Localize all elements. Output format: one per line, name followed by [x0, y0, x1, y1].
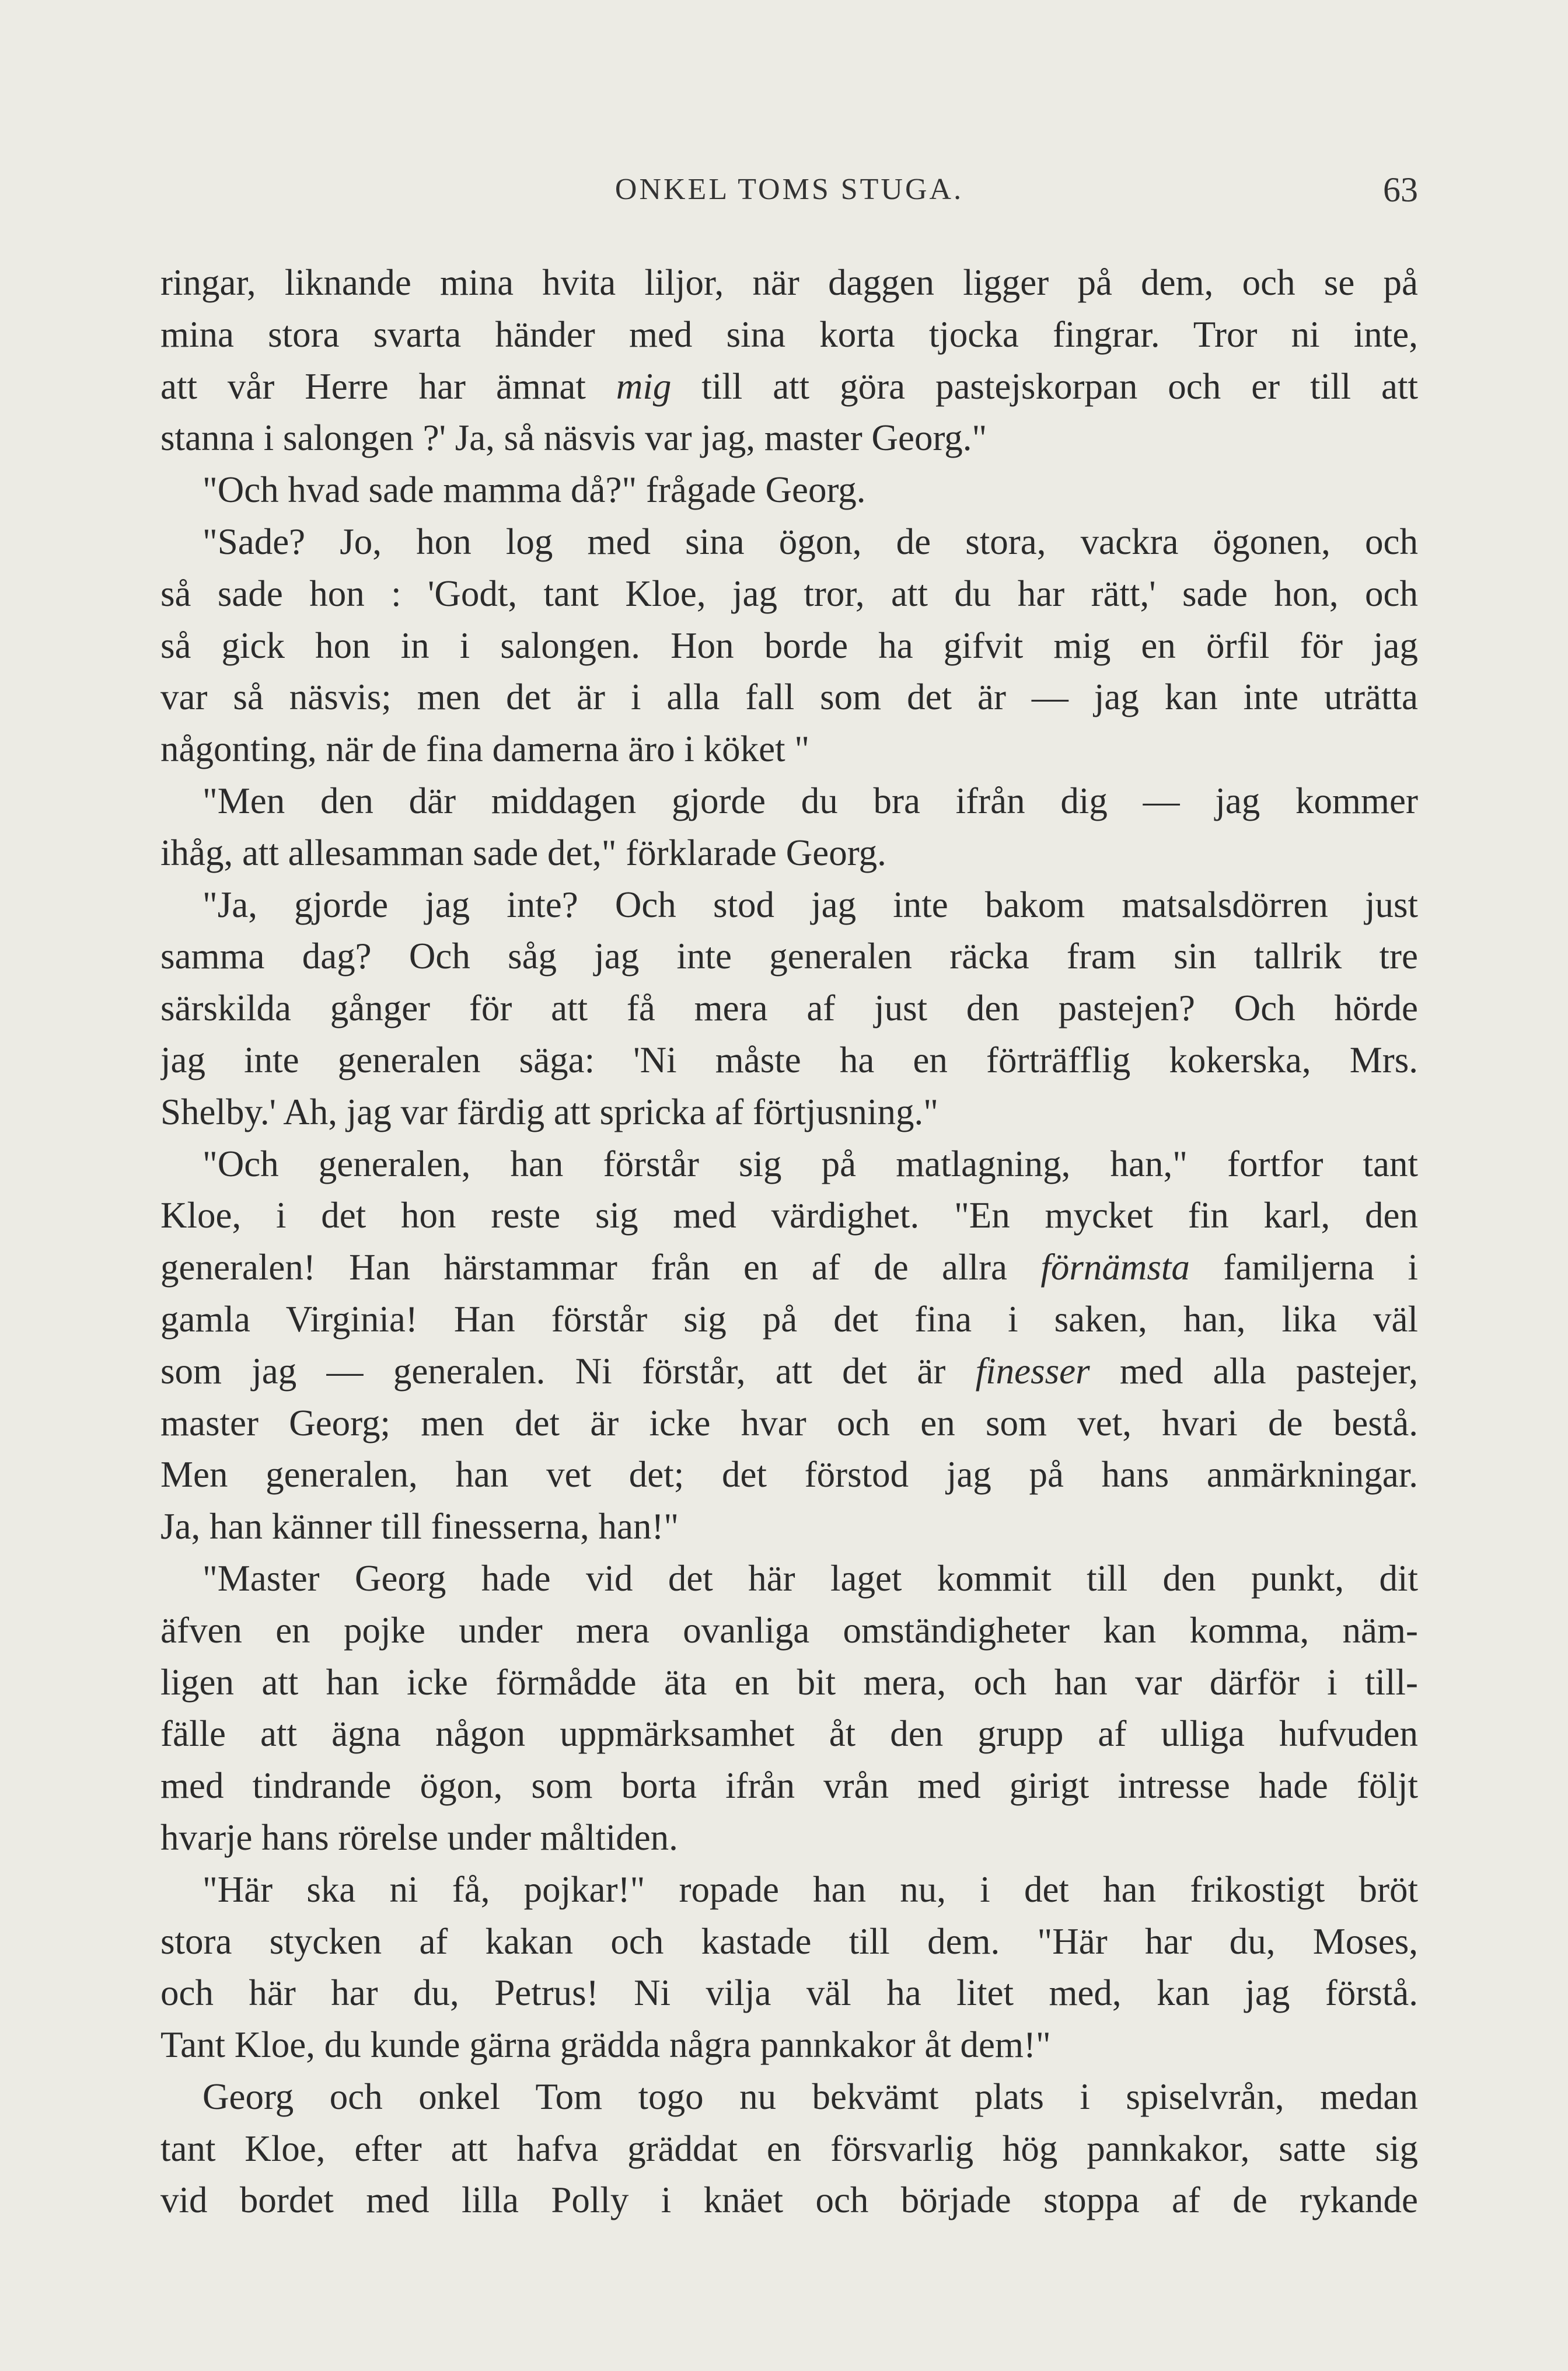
text-line	[160, 1242, 1418, 1293]
text-line	[160, 464, 1418, 516]
text-span: någonting, när de fina damerna äro i köket "	[160, 728, 810, 770]
text-span: var så näsvis; men det är i alla fall som det är — jag kan inte uträtta	[160, 677, 1418, 718]
text-span: generalen! Han härstammar från en af de allra	[160, 1247, 1041, 1288]
text-line	[160, 775, 1418, 827]
text-span: Tant Kloe, du kunde gärna grädda några pannkakor åt dem!"	[160, 2024, 1051, 2066]
text-span: "Och hvad sade mamma då?" frågade Georg.	[202, 469, 866, 511]
text-line	[160, 1034, 1418, 1086]
text-line	[160, 257, 1418, 309]
text-line	[160, 309, 1418, 361]
text-span: ringar, liknande mina hvita liljor, när daggen ligger på dem, och se på	[160, 262, 1418, 303]
text-line	[160, 1605, 1418, 1657]
text-span: särskilda gånger för att få mera af just den pastejen? Och hörde	[160, 988, 1418, 1029]
text-span: ihåg, att allesamman sade det," förklarade Georg.	[160, 832, 886, 873]
text-line	[160, 879, 1418, 931]
text-line	[160, 1760, 1418, 1812]
text-line	[160, 412, 1418, 464]
text-line	[160, 2174, 1418, 2226]
text-span: Ja, han känner till finesserna, han!"	[160, 1506, 679, 1547]
text-line	[160, 671, 1418, 723]
text-line	[160, 1812, 1418, 1864]
text-span: äfven en pojke under mera ovanliga omständigheter kan komma, näm-	[160, 1609, 1418, 1651]
text-span: "Men den där middagen gjorde du bra ifrån dig — jag kommer	[202, 780, 1418, 821]
text-span: Men generalen, han vet det; det förstod jag på hans anmärkningar.	[160, 1454, 1418, 1495]
text-line	[160, 1501, 1418, 1553]
text-line	[160, 1553, 1418, 1605]
text-span: ligen att han icke förmådde äta en bit mera, och han var därför i till-	[160, 1661, 1418, 1703]
text-line	[160, 361, 1418, 413]
text-span: samma dag? Och såg jag inte generalen räcka fram sin tallrik tre	[160, 936, 1418, 977]
text-span: "Master Georg hade vid det här laget kommit till den punkt, dit	[202, 1557, 1418, 1599]
text-line	[160, 1345, 1418, 1397]
text-line	[160, 1086, 1418, 1138]
text-line	[160, 2071, 1418, 2123]
page-number: 63	[1383, 170, 1418, 209]
text-line	[160, 1657, 1418, 1708]
text-line	[160, 2019, 1418, 2071]
text-line	[160, 1293, 1418, 1345]
italic-text: finesser	[975, 1350, 1090, 1392]
text-span: jag inte generalen säga: 'Ni måste ha en förträfflig kokerska, Mrs.	[160, 1039, 1418, 1080]
text-line	[160, 516, 1418, 568]
body-text	[160, 257, 1418, 2226]
text-line	[160, 620, 1418, 672]
text-line	[160, 1190, 1418, 1242]
text-line	[160, 1708, 1418, 1760]
text-span: familjerna i	[1189, 1247, 1418, 1288]
text-line	[160, 827, 1418, 879]
text-span: fälle att ägna någon uppmärksamhet åt den grupp af ulliga hufvuden	[160, 1713, 1418, 1755]
running-head	[160, 166, 1418, 213]
text-span: tant Kloe, efter att hafva gräddat en försvarlig hög pannkakor, satte sig	[160, 2128, 1418, 2169]
text-span: som jag — generalen. Ni förstår, att det är	[160, 1350, 976, 1392]
text-span: mina stora svarta händer med sina korta tjocka fingrar. Tror ni inte,	[160, 313, 1418, 355]
text-span: med alla pastejer,	[1089, 1350, 1418, 1392]
text-line	[160, 723, 1418, 775]
text-line	[160, 1397, 1418, 1449]
text-span: vid bordet med lilla Polly i knäet och började stoppa af de rykande	[160, 2180, 1418, 2221]
text-line	[160, 1864, 1418, 1916]
text-line	[160, 568, 1418, 620]
text-line	[160, 1138, 1418, 1190]
text-span: Georg och onkel Tom togo nu bekvämt plats i spiselvrån, medan	[202, 2076, 1418, 2117]
text-line	[160, 1449, 1418, 1501]
text-span: "Och generalen, han förstår sig på matlagning, han," fortfor tant	[202, 1143, 1418, 1184]
text-span: gamla Virginia! Han förstår sig på det fina i saken, han, lika väl	[160, 1298, 1418, 1340]
text-span: "Sade? Jo, hon log med sina ögon, de stora, vackra ögonen, och	[202, 521, 1418, 562]
italic-text: mig	[616, 365, 672, 407]
text-span: Shelby.' Ah, jag var färdig att spricka af förtjusning."	[160, 1091, 938, 1132]
text-span: att vår Herre har ämnat	[160, 365, 616, 407]
text-span: stora stycken af kakan och kastade till dem. "Här har du, Moses,	[160, 1920, 1418, 1962]
text-span: och här har du, Petrus! Ni vilja väl ha litet med, kan jag förstå.	[160, 1972, 1418, 2014]
text-line	[160, 1916, 1418, 1968]
text-span: till att göra pastejskorpan och er till att	[671, 365, 1418, 407]
text-span: så gick hon in i salongen. Hon borde ha gifvit mig en örfil för jag	[160, 625, 1418, 666]
running-title: ONKEL TOMS STUGA.	[614, 173, 964, 206]
text-span: Kloe, i det hon reste sig med värdighet. "En mycket fin karl, den	[160, 1195, 1418, 1236]
text-span: stanna i salongen ?' Ja, så näsvis var jag, master Georg."	[160, 417, 987, 459]
text-span: hvarje hans rörelse under måltiden.	[160, 1816, 678, 1858]
text-line	[160, 1967, 1418, 2019]
italic-text: förnämsta	[1040, 1247, 1190, 1288]
text-line	[160, 930, 1418, 982]
text-span: master Georg; men det är icke hvar och en som vet, hvari de bestå.	[160, 1402, 1418, 1443]
text-span: med tindrande ögon, som borta ifrån vrån med girigt intresse hade följt	[160, 1765, 1418, 1807]
text-line	[160, 982, 1418, 1034]
text-span: "Ja, gjorde jag inte? Och stod jag inte bakom matsalsdörren just	[202, 884, 1418, 925]
text-line	[160, 2123, 1418, 2175]
text-span: så sade hon : 'Godt, tant Kloe, jag tror, att du har rätt,' sade hon, och	[160, 573, 1418, 614]
text-span: "Här ska ni få, pojkar!" ropade han nu, i det han frikostigt bröt	[202, 1868, 1418, 1910]
